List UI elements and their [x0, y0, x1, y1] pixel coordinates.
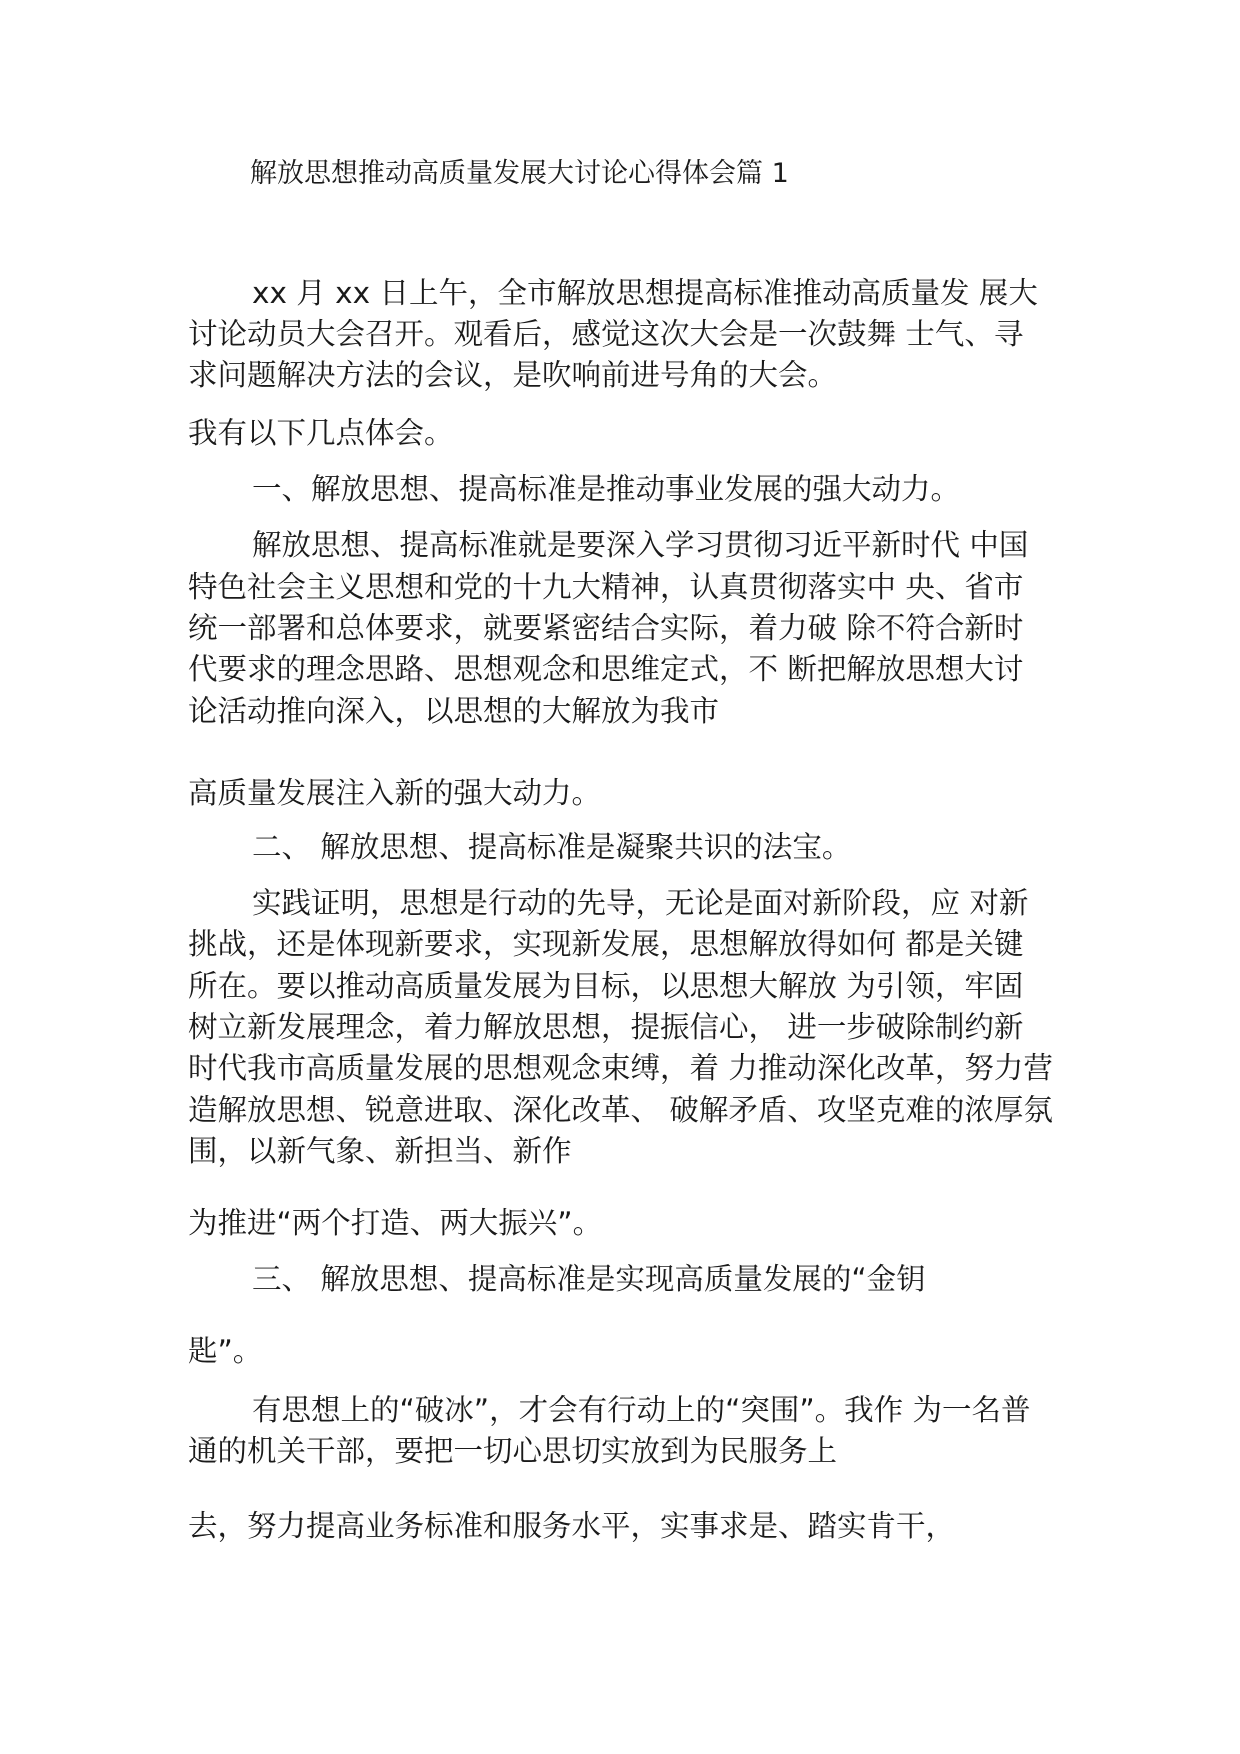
section-heading: 一、解放思想、提高标准是推动事业发展的强大动力。 [252, 472, 961, 506]
paragraph-line: xx 月 xx 日上午，全市解放思想提高标准推动高质量发 展大 [252, 276, 1038, 310]
section-heading: 二、 解放思想、提高标准是凝聚共识的法宝。 [252, 830, 852, 864]
paragraph-line: 匙”。 [188, 1334, 263, 1368]
paragraph-line: 实践证明，思想是行动的先导，无论是面对新阶段，应 对新 [252, 886, 1029, 920]
paragraph-line: 挑战，还是体现新要求，实现新发展，思想解放得如何 都是关键 [188, 927, 1024, 961]
paragraph-line: 讨论动员大会召开。观看后，感觉这次大会是一次鼓舞 士气、寻 [188, 317, 1024, 351]
paragraph-line: 统一部署和总体要求，就要紧密结合实际，着力破 除不符合新时 [188, 611, 1024, 645]
paragraph-line: 时代我市高质量发展的思想观念束缚，着 力推动深化改革，努力营 [188, 1051, 1053, 1085]
paragraph-line: 造解放思想、锐意进取、深化改革、 破解矛盾、攻坚克难的浓厚氛 [188, 1093, 1053, 1127]
paragraph-line: 为推进“两个打造、两大振兴”。 [188, 1206, 603, 1240]
paragraph-line: 论活动推向深入，以思想的大解放为我市 [188, 694, 720, 728]
paragraph-line: 我有以下几点体会。 [188, 416, 454, 450]
paragraph-line: 特色社会主义思想和党的十九大精神，认真贯彻落实中 央、省市 [188, 570, 1024, 604]
paragraph-line: 去，努力提高业务标准和服务水平，实事求是、踏实肯干， [188, 1509, 956, 1543]
paragraph-line: 解放思想、提高标准就是要深入学习贯彻习近平新时代 中国 [252, 528, 1029, 562]
paragraph-line: 通的机关干部，要把一切心思切实放到为民服务上 [188, 1434, 838, 1468]
paragraph-line: 树立新发展理念，着力解放思想，提振信心， 进一步破除制约新 [188, 1010, 1024, 1044]
paragraph-line: 围，以新气象、新担当、新作 [188, 1134, 572, 1168]
paragraph-line: 所在。要以推动高质量发展为目标，以思想大解放 为引领，牢固 [188, 969, 1024, 1003]
paragraph-line: 高质量发展注入新的强大动力。 [188, 776, 602, 810]
paragraph-line: 有思想上的“破冰”，才会有行动上的“突围”。我作 为一名普 [252, 1393, 1031, 1427]
document-title: 解放思想推动高质量发展大讨论心得体会篇 1 [250, 158, 789, 189]
section-heading: 三、 解放思想、提高标准是实现高质量发展的“金钥 [252, 1262, 926, 1296]
paragraph-line: 求问题解决方法的会议，是吹响前进号角的大会。 [188, 358, 838, 392]
paragraph-line: 代要求的理念思路、思想观念和思维定式，不 断把解放思想大讨 [188, 652, 1024, 686]
